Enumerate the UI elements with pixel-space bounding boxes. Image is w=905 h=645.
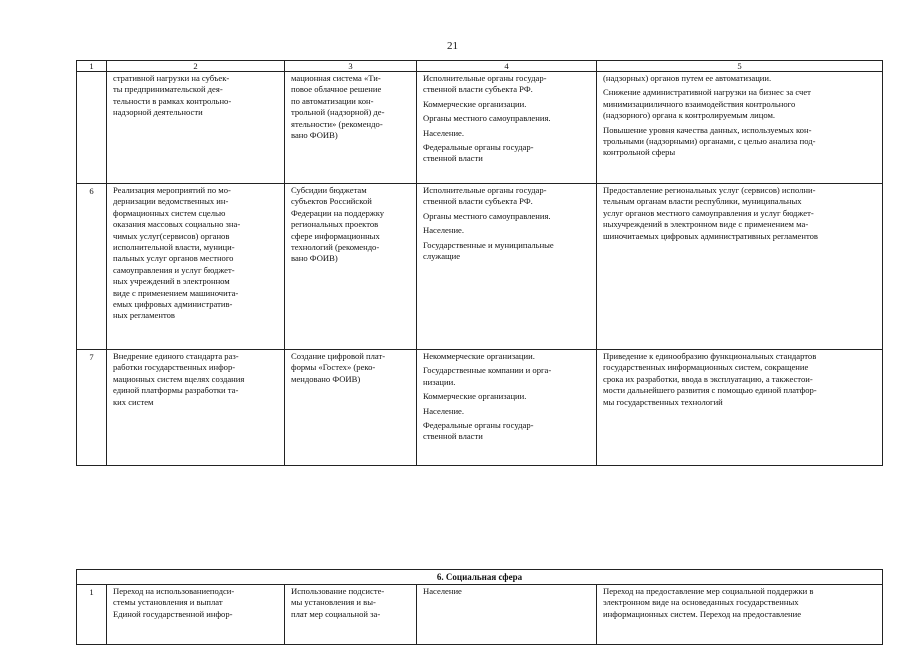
cell-line: Единой государственной инфор- xyxy=(113,608,233,619)
cell-line: ственной власти xyxy=(423,153,483,164)
cell-line: ственной власти субъекта РФ. xyxy=(423,196,533,207)
column-number-1: 1 xyxy=(77,61,107,72)
cell-line: стративной нагрузки на субъек- xyxy=(113,73,230,83)
mechanism-cell xyxy=(285,72,417,184)
cell-line: региональных проектов xyxy=(291,219,379,230)
cell-line: ятельности» (рекомендо- xyxy=(291,118,383,129)
cell-line: ких систем xyxy=(113,396,154,407)
cell-line: срока их разработки, ввода в эксплуатацию, а такжестои- xyxy=(603,373,813,384)
cell-line: мационных систем вцелях создания xyxy=(113,373,245,384)
cell-line: мы государственных технологий xyxy=(603,396,723,407)
cell-line: мости дальнейшего развития с помощью единой платфор- xyxy=(603,385,817,396)
cell-line: мендовано ФОИВ) xyxy=(291,373,361,384)
table-row xyxy=(77,72,883,184)
cell-line: виде с применением машиночита- xyxy=(113,287,239,298)
cell-paragraph xyxy=(603,586,876,620)
cell-line: Переход на предоставление мер социальной поддержки в xyxy=(603,586,814,596)
cell-line: работки государственных инфор- xyxy=(113,362,236,373)
result-cell xyxy=(597,72,883,184)
cell-line: сфере информационных xyxy=(291,230,380,241)
cell-line: контрольной сферы xyxy=(603,147,676,158)
cell-line: Население. xyxy=(423,225,465,236)
column-number-4: 4 xyxy=(417,61,597,72)
cell-line: исполнительной власти, муници- xyxy=(113,242,235,253)
cell-line: минимизацииличного взаимодействия контрольного xyxy=(603,98,796,109)
column-number-row xyxy=(77,61,883,72)
cell-line: Коммерческие организации. xyxy=(423,98,527,109)
measure-cell xyxy=(107,350,285,466)
cell-line: вано ФОИВ) xyxy=(291,253,338,264)
cell-line: ственной власти субъекта РФ. xyxy=(423,84,533,95)
cell-paragraph xyxy=(423,185,590,208)
cell-line: плат мер социальной за- xyxy=(291,608,381,619)
cell-line: шиночитаемых цифровых административных регламентов xyxy=(603,230,818,241)
cell-line: Субсидии бюджетам xyxy=(291,185,367,195)
cell-line: (надзорного) органа к контролируемым лицом. xyxy=(603,110,776,121)
cell-paragraph xyxy=(603,185,876,242)
social-sphere-table xyxy=(76,569,883,645)
cell-line: Население. xyxy=(423,405,465,416)
cell-paragraph xyxy=(423,73,590,96)
cell-line: стемы установления и выплат xyxy=(113,597,223,608)
result-cell xyxy=(597,585,883,645)
cell-line: Федеральные органы государ- xyxy=(423,420,534,431)
cell-line: ныхучреждений в электронном виде с применением ма- xyxy=(603,219,809,230)
result-cell xyxy=(597,184,883,350)
cell-line: информационных систем. Переход на предоставление xyxy=(603,608,802,619)
cell-line: формы «Гостех» (реко- xyxy=(291,362,376,373)
section-title: 6. Социальная сфера xyxy=(77,570,883,585)
cell-line: единой платформы разработки та- xyxy=(113,385,239,396)
column-number-3: 3 xyxy=(285,61,417,72)
cell-line: Исполнительные органы государ- xyxy=(423,73,547,83)
mechanism-cell xyxy=(285,184,417,350)
cell-line: мационная система «Ти- xyxy=(291,73,381,83)
cell-line: Коммерческие организации. xyxy=(423,391,527,402)
cell-paragraph xyxy=(603,87,876,121)
cell-line: Исполнительные органы государ- xyxy=(423,185,547,195)
mechanism-cell xyxy=(285,585,417,645)
cell-line: Государственные компании и орга- xyxy=(423,365,552,376)
cell-line: электронном виде на основеданных государственных xyxy=(603,597,799,608)
cell-line: (надзорных) органов путем ее автоматизации. xyxy=(603,73,772,83)
cell-paragraph xyxy=(423,142,590,165)
cell-line: самоуправления и услуг бюджет- xyxy=(113,264,235,275)
cell-line: Некоммерческие организации. xyxy=(423,351,535,361)
cell-paragraph xyxy=(423,99,590,110)
cell-line: трольной (надзорной) де- xyxy=(291,107,385,118)
measures-table xyxy=(76,60,883,466)
cell-line: Органы местного самоуправления. xyxy=(423,210,551,221)
cell-line: Повышение уровня качества данных, используемых кон- xyxy=(603,124,812,135)
cell-line: Предоставление региональных услуг (сервисов) исполни- xyxy=(603,185,816,195)
table-row xyxy=(77,184,883,350)
cell-paragraph xyxy=(423,406,590,417)
cell-line: технологий (рекомендо- xyxy=(291,242,380,253)
cell-paragraph xyxy=(423,586,590,597)
table-row xyxy=(77,585,883,645)
cell-line: дернизации ведомственных ин- xyxy=(113,196,229,207)
cell-paragraph xyxy=(423,365,590,388)
cell-line: ты предпринимательской дея- xyxy=(113,84,223,95)
cell-line: ных регламентов xyxy=(113,310,175,321)
measure-cell xyxy=(107,585,285,645)
cell-line: оказания массовых социально зна- xyxy=(113,219,241,230)
cell-paragraph xyxy=(423,128,590,139)
cell-paragraph xyxy=(423,391,590,402)
mechanism-cell xyxy=(285,350,417,466)
cell-paragraph xyxy=(603,73,876,84)
cell-paragraph xyxy=(423,420,590,443)
participants-cell xyxy=(417,184,597,350)
cell-line: Органы местного самоуправления. xyxy=(423,113,551,124)
cell-line: вано ФОИВ) xyxy=(291,130,338,141)
result-cell xyxy=(597,350,883,466)
cell-paragraph xyxy=(603,125,876,159)
section-title-row xyxy=(77,570,883,585)
cell-line: формационных систем сцелью xyxy=(113,207,226,218)
cell-paragraph xyxy=(423,225,590,236)
cell-line: ственной власти xyxy=(423,431,483,442)
measure-cell xyxy=(107,184,285,350)
cell-line: низации. xyxy=(423,376,456,387)
cell-line: Государственные и муниципальные xyxy=(423,239,554,250)
cell-line: Приведение к единообразию функциональных стандартов xyxy=(603,351,817,361)
participants-cell xyxy=(417,350,597,466)
cell-line: Население xyxy=(423,586,462,596)
participants-cell xyxy=(417,585,597,645)
cell-line: повое облачное решение xyxy=(291,84,382,95)
row-number: 7 xyxy=(77,350,107,466)
row-number xyxy=(77,72,107,184)
cell-line: Федеральные органы государ- xyxy=(423,142,534,153)
cell-line: Использование подсисте- xyxy=(291,586,385,596)
cell-line: емых цифровых административ- xyxy=(113,299,233,310)
cell-line: Снижение административной нагрузки на бизнес за счет xyxy=(603,87,811,98)
cell-line: Реализация мероприятий по мо- xyxy=(113,185,231,195)
cell-line: трольными (надзорными) органами, с целью анализа под- xyxy=(603,136,816,147)
cell-paragraph xyxy=(423,351,590,362)
cell-line: служащие xyxy=(423,251,461,262)
cell-line: чимых услуг(сервисов) органов xyxy=(113,230,230,241)
column-number-5: 5 xyxy=(597,61,883,72)
column-number-2: 2 xyxy=(107,61,285,72)
cell-line: по автоматизации кон- xyxy=(291,95,374,106)
cell-line: Федерации на поддержку xyxy=(291,207,385,218)
row-number: 1 xyxy=(77,585,107,645)
measure-cell xyxy=(107,72,285,184)
participants-cell xyxy=(417,72,597,184)
cell-line: тельности в рамках контрольно- xyxy=(113,95,232,106)
cell-paragraph xyxy=(423,113,590,124)
cell-line: тельным органам власти республики, муниципальных xyxy=(603,196,802,207)
cell-paragraph xyxy=(423,240,590,263)
cell-line: пальных услуг органов местного xyxy=(113,253,234,264)
cell-paragraph xyxy=(423,211,590,222)
cell-paragraph xyxy=(603,351,876,408)
cell-line: государственных информационных систем, сокращение xyxy=(603,362,809,373)
cell-line: услуг органов местного самоуправления и услуг бюджет- xyxy=(603,207,814,218)
cell-line: Переход на использованиеподси- xyxy=(113,586,235,596)
cell-line: Создание цифровой плат- xyxy=(291,351,386,361)
cell-line: ных учреждений в электронном xyxy=(113,276,230,287)
cell-line: мы установления и вы- xyxy=(291,597,376,608)
cell-line: Внедрение единого стандарта раз- xyxy=(113,351,239,361)
cell-line: надзорной деятельности xyxy=(113,107,203,118)
page-number: 21 xyxy=(447,40,458,52)
cell-line: субъектов Российской xyxy=(291,196,372,207)
table-row xyxy=(77,350,883,466)
cell-line: Население. xyxy=(423,127,465,138)
row-number: 6 xyxy=(77,184,107,350)
